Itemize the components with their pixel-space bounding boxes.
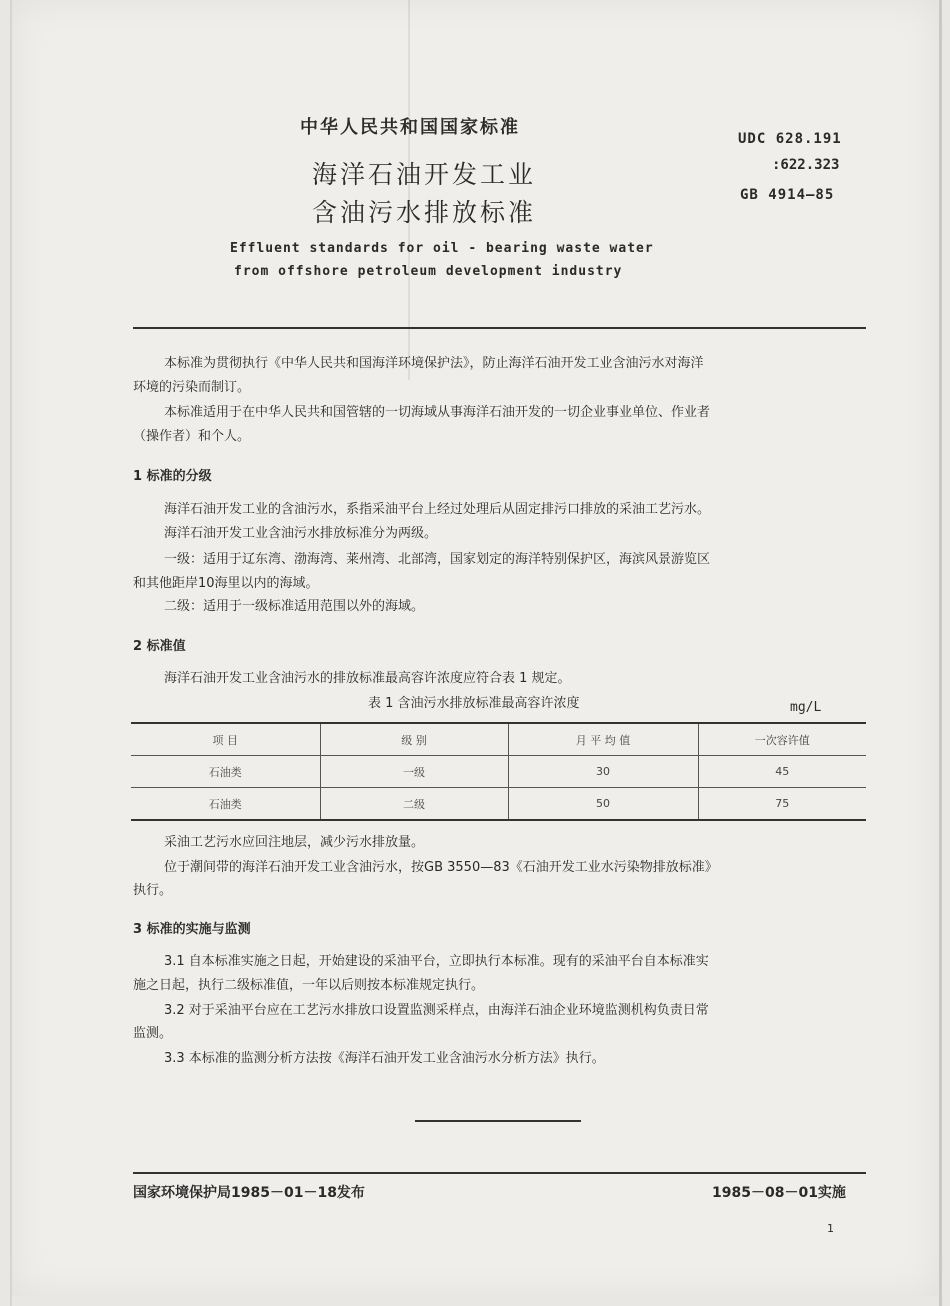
clause-3-2-line-2: 监测。 bbox=[133, 1026, 173, 1041]
section-1-paragraph-2: 海洋石油开发工业含油污水排放标准分为两级。 bbox=[164, 526, 438, 541]
issued-date: 国家环境保护局1985－01－18发布 bbox=[133, 1185, 365, 1201]
table-header-cell: 级 别 bbox=[320, 723, 508, 756]
table-cell: 50 bbox=[508, 788, 698, 821]
table-cell: 石油类 bbox=[208, 765, 242, 779]
intro-paragraph-2-line-1: 本标准适用于在中华人民共和国管辖的一切海域从事海洋石油开发的一切企业事业单位、作业者 bbox=[164, 405, 711, 420]
section-1-paragraph-1: 海洋石油开发工业的含油污水，系指采油平台上经过处理后从固定排污口排放的采油工艺污水。 bbox=[164, 502, 711, 517]
country-standard-label: 中华人民共和国国家标准 bbox=[300, 117, 520, 138]
table-header-cell: 月 平 均 值 bbox=[508, 723, 698, 756]
table-row bbox=[131, 756, 866, 788]
intro-paragraph-1-line-2: 环境的污染而制订。 bbox=[133, 380, 251, 395]
table-row bbox=[131, 788, 866, 821]
footer-divider bbox=[133, 1172, 866, 1174]
end-of-text-rule bbox=[415, 1120, 581, 1122]
table-cell: 石油类 bbox=[208, 797, 242, 811]
intro-paragraph-2-line-2: （操作者）和个人。 bbox=[133, 429, 251, 444]
section-1-paragraph-3-line-2: 和其他距岸10海里以内的海域。 bbox=[133, 576, 319, 591]
table-caption: 表 1 含油污水排放标准最高容许浓度 bbox=[368, 696, 580, 711]
section-1-heading: 1 标准的分级 bbox=[133, 469, 212, 484]
table-cell: 二级 bbox=[320, 788, 508, 821]
effective-date: 1985－08－01实施 bbox=[712, 1185, 846, 1201]
emission-standard-table bbox=[131, 722, 866, 821]
table-header-cell: 一次容许值 bbox=[698, 723, 866, 756]
table-cell: 一级 bbox=[320, 756, 508, 788]
english-title-line-1: Effluent standards for oil - bearing waste water bbox=[230, 241, 654, 256]
clause-3-3: 3.3 本标准的监测分析方法按《海洋石油开发工业含油污水分析方法》执行。 bbox=[164, 1051, 605, 1066]
table-cell: 75 bbox=[698, 788, 866, 821]
section-1-paragraph-4: 二级：适用于一级标准适用范围以外的海域。 bbox=[164, 599, 425, 614]
section-2-after-paragraph-1: 采油工艺污水应回注地层，减少污水排放量。 bbox=[164, 835, 425, 850]
section-2-paragraph-1: 海洋石油开发工业含油污水的排放标准最高容许浓度应符合表 1 规定。 bbox=[164, 671, 571, 686]
page-number: 1 bbox=[827, 1222, 834, 1235]
table-cell: 30 bbox=[508, 756, 698, 788]
intro-paragraph-1-line-1: 本标准为贯彻执行《中华人民共和国海洋环境保护法》，防止海洋石油开发工业含油污水对海洋 bbox=[164, 356, 704, 371]
table-header-cell: 项 目 bbox=[212, 733, 238, 747]
clause-3-2-line-1: 3.2 对于采油平台应在工艺污水排放口设置监测采样点，由海洋石油企业环境监测机构负责日常 bbox=[164, 1003, 709, 1018]
udc-code-1: UDC 628.191 bbox=[738, 131, 842, 147]
section-2-heading: 2 标准值 bbox=[133, 639, 186, 654]
clause-3-1-line-1: 3.1 自本标准实施之日起，开始建设的采油平台，立即执行本标准。现有的采油平台自本标准实 bbox=[164, 954, 709, 969]
section-1-paragraph-3-line-1: 一级：适用于辽东湾、渤海湾、莱州湾、北部湾，国家划定的海洋特别保护区，海滨风景游览区 bbox=[164, 552, 711, 567]
table-unit: mg/L bbox=[790, 700, 822, 715]
gb-number: GB 4914—85 bbox=[740, 187, 835, 203]
table-cell: 45 bbox=[698, 756, 866, 788]
clause-3-1-line-2: 施之日起，执行二级标准值，一年以后则按本标准规定执行。 bbox=[133, 978, 485, 993]
section-3-heading: 3 标准的实施与监测 bbox=[133, 922, 251, 937]
udc-code-2: :622.323 bbox=[772, 157, 840, 173]
english-title-line-2: from offshore petroleum development industry bbox=[234, 264, 623, 279]
section-2-after-paragraph-2-line-2: 执行。 bbox=[133, 883, 173, 898]
table-header-row bbox=[131, 723, 866, 756]
title-line-2: 含油污水排放标准 bbox=[312, 198, 537, 227]
paper-edge-right bbox=[939, 0, 942, 1306]
section-2-after-paragraph-2-line-1: 位于潮间带的海洋石油开发工业含油污水，按GB 3550—83《石油开发工业水污染物排放标准》 bbox=[164, 860, 718, 875]
header-divider bbox=[133, 327, 866, 329]
title-line-1: 海洋石油开发工业 bbox=[312, 160, 537, 189]
